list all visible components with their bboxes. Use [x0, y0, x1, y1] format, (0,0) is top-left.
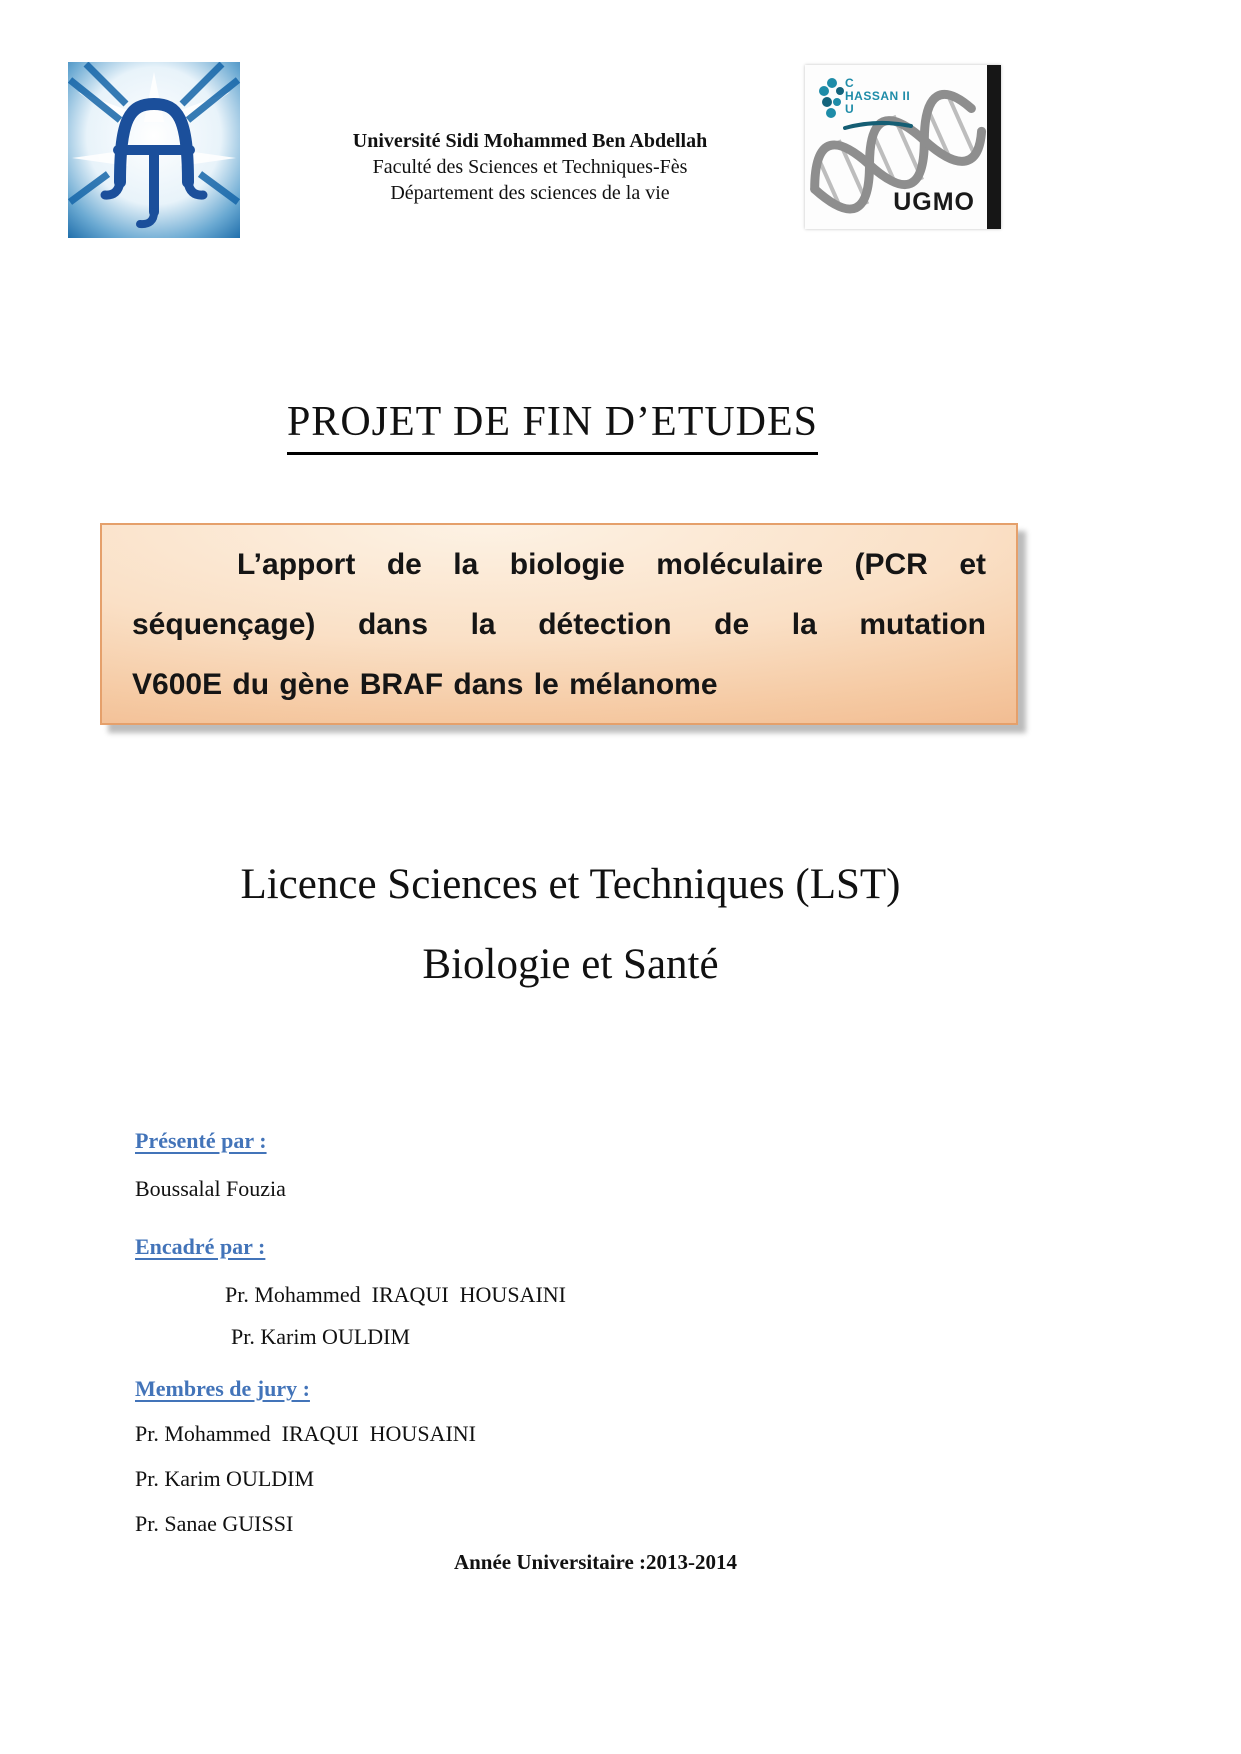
subject-box: [100, 523, 1018, 725]
university-name: Université Sidi Mohammed Ben Abdellah: [352, 130, 708, 152]
subject-line-3: V600E du gène BRAF dans le mélanome: [132, 668, 718, 701]
main-title-wrap: [0, 398, 1105, 455]
presented-by-name: Boussalal Fouzia: [135, 1176, 286, 1201]
jury-member-name: Pr. Mohammed IRAQUI HOUSAINI: [135, 1421, 476, 1446]
logo-right-edge-bar: [987, 65, 1001, 229]
supervisor-name: Pr. Mohammed IRAQUI HOUSAINI: [225, 1282, 566, 1307]
chu-flower-icon: [819, 75, 845, 121]
subject-line-2: séquençage) dans la détection de la mutation: [132, 608, 986, 641]
info-block: [135, 1128, 975, 1537]
faculty-name: Faculté des Sciences et Techniques-Fès: [372, 156, 688, 178]
chu-letter-u: U: [845, 102, 855, 116]
institution-block: [285, 128, 775, 206]
presented-by-heading: Présenté par :: [135, 1128, 267, 1153]
ugmo-label: UGMO: [893, 188, 975, 216]
jury-member-name: Pr. Sanae GUISSI: [135, 1511, 294, 1536]
academic-year: Année Universitaire :2013-2014: [453, 1550, 738, 1574]
fst-emblem-icon: [68, 62, 240, 238]
fst-university-logo: [68, 62, 240, 238]
chu-text: [845, 77, 910, 116]
chu-swoosh-icon: [843, 119, 913, 131]
department-name: Département des sciences de la vie: [390, 182, 670, 204]
degree-line-1: Licence Sciences et Techniques (LST): [240, 861, 901, 908]
jury-heading: Membres de jury :: [135, 1376, 310, 1401]
chu-hassan2-emblem: [819, 75, 929, 126]
jury-member-name: Pr. Karim OULDIM: [135, 1466, 315, 1491]
subject-line-1: L’apport de la biologie moléculaire (PCR et: [237, 548, 986, 581]
chu-letter-c: C: [845, 76, 855, 90]
chu-hassan-ii: HASSAN II: [845, 89, 911, 103]
supervisor-name: Pr. Karim OULDIM: [231, 1324, 411, 1349]
degree-line-2: Biologie et Santé: [422, 941, 719, 988]
ugmo-chu-logo: [805, 65, 1001, 229]
supervised-by-heading: Encadré par :: [135, 1234, 266, 1259]
page-title: PROJET DE FIN D’ETUDES: [287, 398, 818, 455]
degree-block: [0, 845, 1141, 1005]
